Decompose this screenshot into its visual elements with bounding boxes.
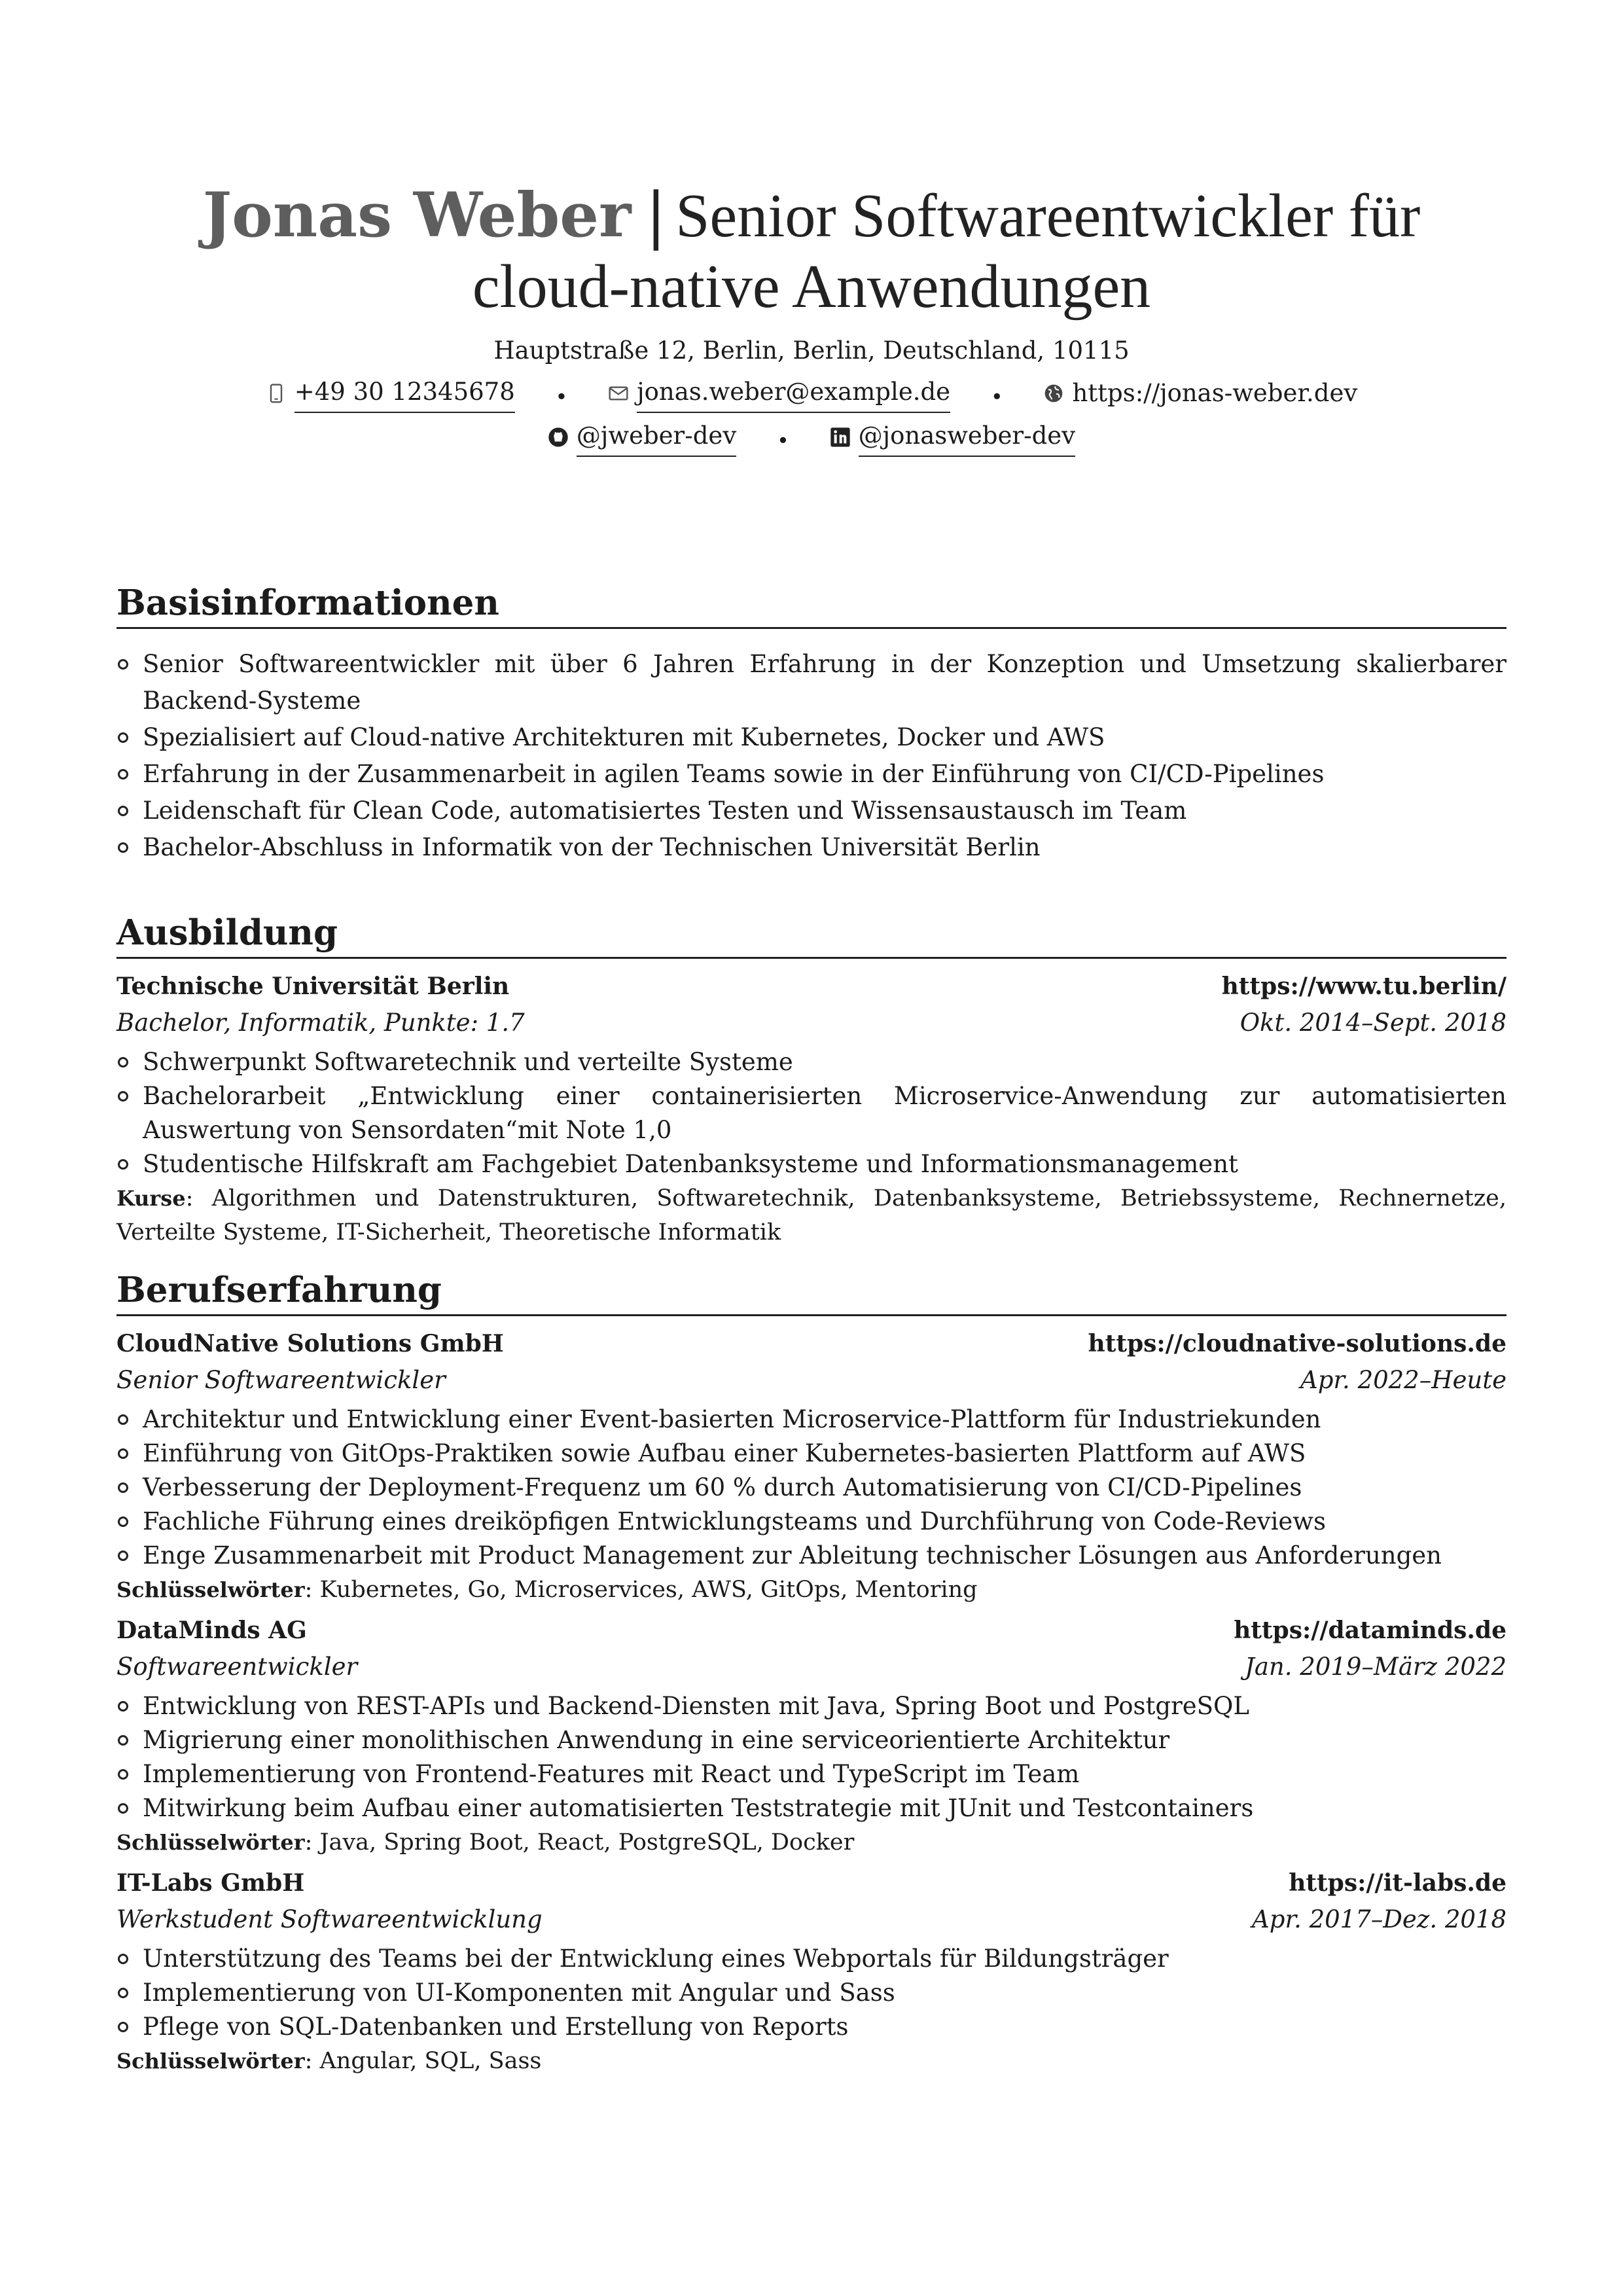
entry-header-row	[116, 968, 1507, 1005]
phone-icon	[266, 383, 287, 404]
keywords-line: Schlüsselwörter: Angular, SQL, Sass	[116, 2048, 542, 2074]
courses-value: Algorithmen und Datenstrukturen, Softwaretechnik, Datenbanksysteme, Betriebssysteme, Rechnernetze, Verteilte Systeme, IT-Sicherheit, Theoretische Informatik	[116, 1185, 1507, 1246]
keywords-value: Angular, SQL, Sass	[319, 2048, 542, 2074]
date-range: Jan. 2019–März 2022	[1245, 1653, 1507, 1681]
entry-header-row	[116, 1865, 1507, 1901]
education-highlights	[116, 1045, 1507, 1181]
website-contact[interactable]	[1043, 375, 1357, 412]
email-contact[interactable]	[608, 374, 950, 413]
envelope-icon	[608, 383, 629, 404]
list-item: Fachliche Führung eines dreiköpfigen Entwicklungsteams und Durchführung von Code-Reviews	[116, 1505, 1507, 1539]
contact-separator: •	[776, 428, 789, 453]
website-link[interactable]: https://jonas-weber.dev	[1072, 379, 1358, 407]
job-position: Werkstudent Softwareentwicklung	[116, 1905, 543, 1933]
list-item: Einführung von GitOps-Praktiken sowie Aufbau einer Kubernetes-basierten Plattform auf AWS	[116, 1437, 1507, 1471]
contact-separator: •	[990, 384, 1003, 409]
keywords-line: Schlüsselwörter: Java, Spring Boot, React, PostgreSQL, Docker	[116, 1829, 855, 1856]
list-item: Spezialisiert auf Cloud-native Architekturen mit Kubernetes, Docker und AWS	[116, 719, 1507, 756]
job-title: Senior Softwareentwickler für cloud-native Anwendungen	[472, 182, 1421, 321]
company-name: IT-Labs GmbH	[116, 1869, 305, 1897]
list-item: Implementierung von UI-Komponenten mit Angular und Sass	[116, 1976, 1507, 2010]
list-item: Schwerpunkt Softwaretechnik und verteilte Systeme	[116, 1045, 1507, 1079]
entry-header-row	[116, 1325, 1507, 1362]
github-link[interactable]: @jweber-dev	[577, 418, 736, 457]
entry-header-row	[116, 1612, 1507, 1649]
section-basisinformationen	[116, 581, 1507, 866]
job-highlights	[116, 1403, 1507, 1573]
company-url[interactable]: https://dataminds.de	[1234, 1617, 1507, 1644]
job-entry	[116, 1865, 1507, 2078]
company-url[interactable]: https://it-labs.de	[1289, 1869, 1507, 1897]
job-highlights	[116, 1689, 1507, 1825]
courses-line: Kurse: Algorithmen und Datenstrukturen, Softwaretechnik, Datenbanksysteme, Betriebssysteme, Rechnernetze, Verteilte Systeme, IT-Sicherheit, Theoretische Informatik	[116, 1185, 1507, 1246]
contact-separator: •	[555, 384, 568, 409]
job-entry	[116, 1612, 1507, 1859]
list-item: Leidenschaft für Clean Code, automatisiertes Testen und Wissensaustausch im Team	[116, 793, 1507, 829]
list-item: Unterstützung des Teams bei der Entwicklung eines Webportals für Bildungsträger	[116, 1942, 1507, 1976]
globe-icon	[1043, 383, 1064, 404]
email-link[interactable]: jonas.weber@example.de	[637, 374, 950, 413]
list-item: Migrierung einer monolithischen Anwendung in eine serviceorientierte Architektur	[116, 1723, 1507, 1757]
job-position: Senior Softwareentwickler	[116, 1366, 446, 1394]
list-item: Senior Softwareentwickler mit über 6 Jahren Erfahrung in der Konzeption und Umsetzung skalierbarer Backend-Systeme	[116, 646, 1507, 719]
entry-subheader-row	[116, 1649, 1507, 1685]
github-contact[interactable]	[548, 418, 736, 457]
date-range: Apr. 2022–Heute	[1300, 1366, 1507, 1394]
courses-label: Kurse	[116, 1186, 186, 1211]
list-item: Erfahrung in der Zusammenarbeit in agilen Teams sowie in der Einführung von CI/CD-Pipelines	[116, 756, 1507, 793]
entry-subheader-row	[116, 1005, 1507, 1041]
list-item: Pflege von SQL-Datenbanken und Erstellung von Reports	[116, 2010, 1507, 2044]
entry-subheader-row	[116, 1362, 1507, 1399]
date-range: Okt. 2014–Sept. 2018	[1240, 1009, 1507, 1037]
job-position: Softwareentwickler	[116, 1653, 358, 1681]
github-icon	[548, 427, 569, 448]
list-item: Bachelor-Abschluss in Informatik von der Technischen Universität Berlin	[116, 829, 1507, 866]
list-item: Architektur und Entwicklung einer Event-basierten Microservice-Plattform für Industriekunden	[116, 1403, 1507, 1437]
keywords-label: Schlüsselwörter	[116, 1830, 305, 1855]
resume-header	[118, 180, 1505, 459]
linkedin-contact[interactable]	[830, 418, 1075, 457]
address: Hauptstraße 12, Berlin, Berlin, Deutschland, 10115	[493, 336, 1130, 365]
entry-subheader-row	[116, 1901, 1507, 1938]
person-name: Jonas Weber	[202, 179, 632, 251]
contact-line-1	[118, 374, 1505, 415]
list-item: Enge Zusammenarbeit mit Product Management zur Ableitung technischer Lösungen aus Anforderungen	[116, 1539, 1507, 1573]
keywords-value: Kubernetes, Go, Microservices, AWS, GitOps, Mentoring	[319, 1577, 978, 1603]
list-item: Mitwirkung beim Aufbau einer automatisierten Teststrategie mit JUnit und Testcontainers	[116, 1791, 1507, 1825]
resume-title	[118, 180, 1505, 322]
keywords-label: Schlüsselwörter	[116, 1577, 305, 1602]
contact-line-2	[118, 418, 1505, 459]
phone-contact[interactable]	[266, 374, 515, 413]
summary-list	[116, 646, 1507, 866]
institution-url[interactable]: https://www.tu.berlin/	[1221, 973, 1507, 1000]
list-item: Implementierung von Frontend-Features mit React und TypeScript im Team	[116, 1757, 1507, 1791]
list-item: Entwicklung von REST-APIs und Backend-Diensten mit Java, Spring Boot und PostgreSQL	[116, 1689, 1507, 1723]
company-url[interactable]: https://cloudnative-solutions.de	[1088, 1330, 1507, 1357]
keywords-label: Schlüsselwörter	[116, 2049, 305, 2073]
job-highlights	[116, 1942, 1507, 2044]
degree: Bachelor, Informatik, Punkte: 1.7	[116, 1009, 525, 1037]
list-item: Bachelorarbeit „Entwicklung einer containerisierten Microservice-Anwendung zur automatisierten Auswertung von Sensordaten“mit Note 1,0	[116, 1079, 1507, 1147]
education-entry	[116, 968, 1507, 1249]
title-separator: |	[645, 180, 667, 251]
linkedin-icon	[830, 427, 851, 448]
list-item: Studentische Hilfskraft am Fachgebiet Datenbanksysteme und Informationsmanagement	[116, 1147, 1507, 1181]
institution-name: Technische Universität Berlin	[116, 973, 510, 1000]
phone-link[interactable]: +49 30 12345678	[294, 374, 515, 413]
section-berufserfahrung	[116, 1268, 1507, 2078]
keywords-value: Java, Spring Boot, React, PostgreSQL, Docker	[319, 1829, 855, 1856]
job-entry	[116, 1325, 1507, 1607]
keywords-line: Schlüsselwörter: Kubernetes, Go, Microservices, AWS, GitOps, Mentoring	[116, 1577, 978, 1603]
company-name: CloudNative Solutions GmbH	[116, 1330, 504, 1357]
section-title: Berufserfahrung	[116, 1268, 1507, 1316]
list-item: Verbesserung der Deployment-Frequenz um 60 % durch Automatisierung von CI/CD-Pipelines	[116, 1471, 1507, 1505]
company-name: DataMinds AG	[116, 1617, 307, 1644]
date-range: Apr. 2017–Dez. 2018	[1252, 1905, 1507, 1933]
linkedin-link[interactable]: @jonasweber-dev	[859, 418, 1075, 457]
section-ausbildung	[116, 911, 1507, 1249]
section-title: Basisinformationen	[116, 581, 1507, 629]
section-title: Ausbildung	[116, 911, 1507, 959]
